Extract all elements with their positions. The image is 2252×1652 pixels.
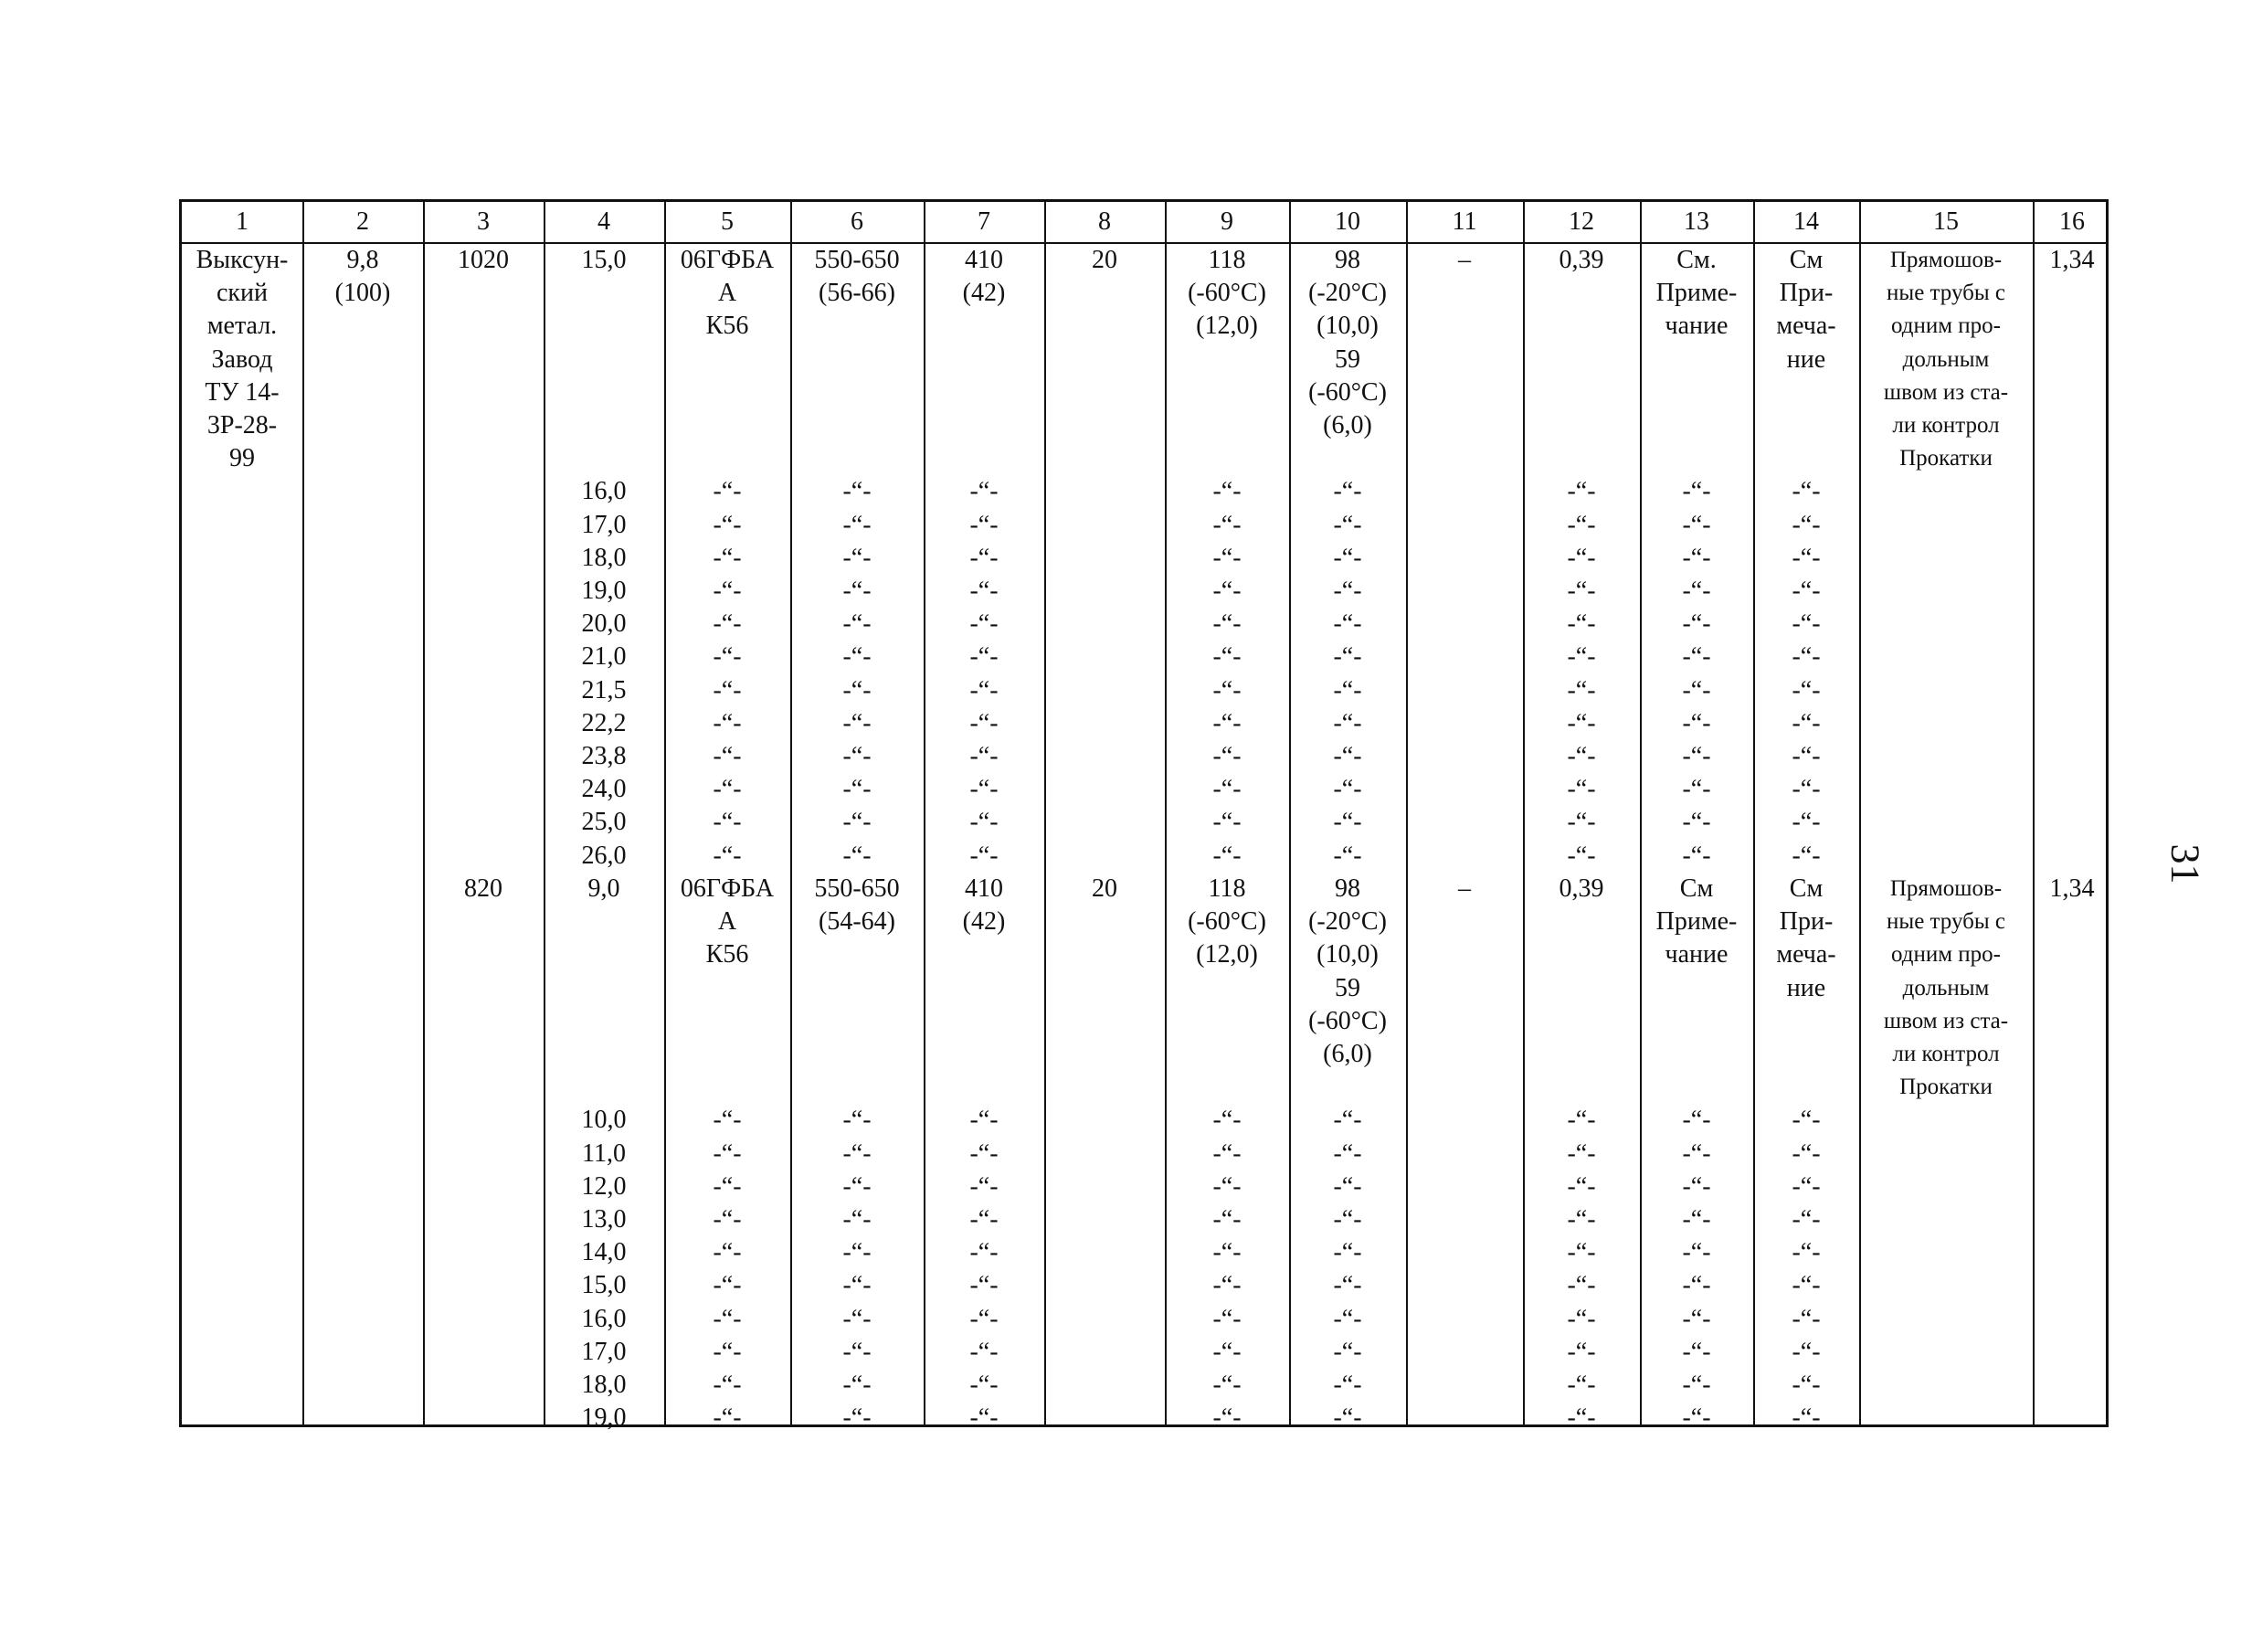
wall-thickness-list: 9,0 10,0 11,0 12,0 13,0 14,0 15,0 16,0 17,0 18,0 19,0 bbox=[581, 874, 627, 1433]
header-col-13: 13 bbox=[1684, 207, 1709, 236]
elongation-cell: 20 bbox=[1092, 246, 1117, 274]
yield-strength-list: 410 (42) -“- -“- -“- -“- -“- -“- -“- -“- -“- -“- bbox=[962, 874, 1006, 1433]
column-divider bbox=[302, 202, 304, 1424]
header-col-12: 12 bbox=[1569, 207, 1594, 236]
column-divider bbox=[1044, 202, 1046, 1424]
coefficient-cell: 1,34 bbox=[2049, 246, 2095, 274]
pipe-specification-table bbox=[179, 199, 2109, 1433]
impact-weld-list: 98 (-20°C) (10,0) 59 (-60°C) (6,0) -“- -“- -“- -“- -“- -“- -“- -“- -“- -“- -“- -“- bbox=[1308, 246, 1387, 870]
header-col-3: 3 bbox=[477, 207, 490, 236]
column-divider bbox=[2033, 202, 2035, 1424]
elongation-cell: 20 bbox=[1092, 874, 1117, 903]
note-ref-list-13: См Приме- чание -“- -“- -“- -“- -“- -“- -“- -“- -“- -“- bbox=[1655, 874, 1738, 1433]
note-ref-list-14: См При- меча- ние -“- -“- -“- -“- -“- -“- -“- -“- -“- -“- bbox=[1776, 874, 1836, 1433]
header-col-11: 11 bbox=[1452, 207, 1477, 236]
pressure-cell: 9,8 (100) bbox=[334, 246, 391, 308]
diameter-cell: 820 bbox=[464, 874, 502, 903]
column-divider bbox=[1406, 202, 1408, 1424]
header-col-16: 16 bbox=[2059, 207, 2085, 236]
note-ref-list-13: См. Приме- чание -“- -“- -“- -“- -“- -“- -“- -“- -“- -“- -“- -“- bbox=[1655, 246, 1738, 870]
page-number: 31 bbox=[2162, 843, 2208, 884]
manufacturer-cell: Выксун- ский метал. Завод ТУ 14- 3Р-28- 99 bbox=[196, 246, 289, 473]
header-col-7: 7 bbox=[978, 207, 990, 236]
impact-base-list: 118 (-60°C) (12,0) -“- -“- -“- -“- -“- -“- -“- -“- -“- -“- -“- -“- bbox=[1188, 246, 1266, 870]
header-col-2: 2 bbox=[356, 207, 369, 236]
header-col-5: 5 bbox=[721, 207, 734, 236]
impact-base-list: 118 (-60°C) (12,0) -“- -“- -“- -“- -“- -“- -“- -“- -“- -“- bbox=[1188, 874, 1266, 1433]
tensile-strength-list: 550-650 (56-66) -“- -“- -“- -“- -“- -“- -“- -“- -“- -“- -“- -“- bbox=[814, 246, 900, 870]
wall-thickness-list: 15,0 16,0 17,0 18,0 19,0 20,0 21,0 21,5 22,2 23,8 24,0 25,0 26,0 bbox=[581, 246, 627, 870]
impact-weld-list: 98 (-20°C) (10,0) 59 (-60°C) (6,0) -“- -“- -“- -“- -“- -“- -“- -“- -“- -“- bbox=[1308, 874, 1387, 1433]
carbon-equivalent-list: 0,39 -“- -“- -“- -“- -“- -“- -“- -“- -“- -“- -“- -“- bbox=[1559, 246, 1604, 870]
header-col-10: 10 bbox=[1335, 207, 1360, 236]
pipe-description: Прямошов- ные трубы с одним про- дольным швом из ста- ли контрол Прокатки bbox=[1883, 876, 2009, 1100]
header-col-15: 15 bbox=[1933, 207, 1959, 236]
steel-grade-list: 06ГФБА А К56 -“- -“- -“- -“- -“- -“- -“- -“- -“- -“- bbox=[680, 874, 775, 1433]
header-col-8: 8 bbox=[1098, 207, 1111, 236]
steel-grade-list: 06ГФБА А К56 -“- -“- -“- -“- -“- -“- -“- -“- -“- -“- -“- -“- bbox=[680, 246, 775, 870]
diameter-cell: 1020 bbox=[458, 246, 509, 274]
header-col-6: 6 bbox=[851, 207, 863, 236]
header-col-4: 4 bbox=[597, 207, 610, 236]
col11-cell: – bbox=[1458, 874, 1471, 903]
header-col-9: 9 bbox=[1221, 207, 1233, 236]
tensile-strength-list: 550-650 (54-64) -“- -“- -“- -“- -“- -“- -“- -“- -“- -“- bbox=[814, 874, 900, 1433]
carbon-equivalent-list: 0,39 -“- -“- -“- -“- -“- -“- -“- -“- -“- -“- bbox=[1559, 874, 1604, 1433]
column-divider bbox=[423, 202, 425, 1424]
header-col-14: 14 bbox=[1793, 207, 1819, 236]
note-ref-list-14: См При- меча- ние -“- -“- -“- -“- -“- -“- -“- -“- -“- -“- -“- -“- bbox=[1776, 246, 1836, 870]
header-col-1: 1 bbox=[236, 207, 248, 236]
yield-strength-list: 410 (42) -“- -“- -“- -“- -“- -“- -“- -“- -“- -“- -“- -“- bbox=[962, 246, 1006, 870]
col11-cell: – bbox=[1458, 246, 1471, 274]
pipe-description: Прямошов- ные трубы с одним про- дольным швом из ста- ли контрол Прокатки bbox=[1883, 248, 2009, 471]
coefficient-cell: 1,34 bbox=[2049, 874, 2095, 903]
